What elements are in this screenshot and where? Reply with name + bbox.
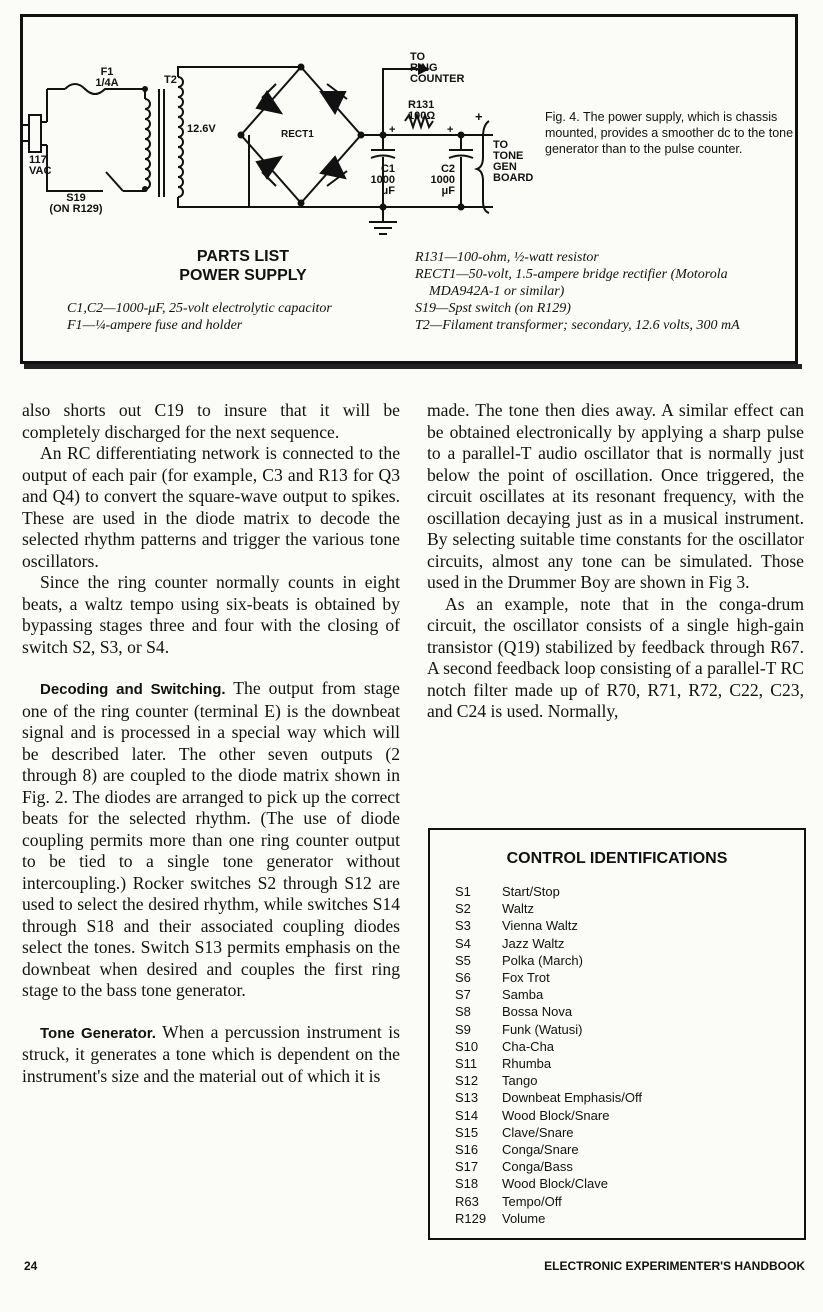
- control-code: S3: [455, 918, 471, 934]
- control-row: [455, 1175, 642, 1192]
- section-heading-tone-generator: Tone Generator.: [40, 1024, 156, 1042]
- label-secondary-voltage: 12.6V: [187, 123, 216, 135]
- control-row: [455, 900, 642, 917]
- control-code: S13: [455, 1090, 479, 1106]
- control-name: Tempo/Off: [502, 1193, 562, 1209]
- figure-box-shadow: [24, 364, 802, 369]
- control-name: Fox Trot: [502, 970, 550, 986]
- control-row: [455, 1038, 642, 1055]
- control-row: [455, 1193, 642, 1210]
- control-name: Downbeat Emphasis/Off: [502, 1090, 642, 1106]
- label-c2: C2 1000 μF: [430, 163, 455, 197]
- page-number: 24: [24, 1259, 38, 1273]
- control-row: [455, 1089, 642, 1106]
- control-name: Wood Block/Clave: [502, 1176, 608, 1192]
- control-name: Conga/Bass: [502, 1159, 573, 1175]
- control-list: [455, 883, 642, 1227]
- paragraph: As an example, note that in the conga-drum circuit, the oscillator consists of a single high-gain transistor (Q19) stabilized by feedback through R67. A second feedback loop consisting of a parallel-T RC notch filter made up of R70, R71, R72, C22, C23, and C24 is used. Normally,: [427, 593, 804, 721]
- paragraph: Since the ring counter normally counts in eight beats, a waltz tempo using six-beats is obtained by bypassing stages three and four with the closing of switch S2, S3, or S4.: [22, 572, 400, 657]
- control-name: Start/Stop: [502, 884, 560, 899]
- control-row: [455, 952, 642, 969]
- control-row: [455, 1210, 642, 1227]
- control-row: [455, 883, 642, 900]
- control-code: S6: [455, 970, 471, 986]
- control-code: S9: [455, 1021, 471, 1037]
- control-name: Clave/Snare: [502, 1124, 574, 1140]
- parts-list-left: [67, 300, 367, 334]
- control-name: Jazz Waltz: [502, 935, 565, 951]
- parts-list-item: S19—Spst switch (on R129): [415, 301, 571, 316]
- control-row: [455, 1003, 642, 1020]
- figure-box: [20, 14, 798, 364]
- control-row: [455, 917, 642, 934]
- control-row: [455, 935, 642, 952]
- control-row: [455, 1055, 642, 1072]
- label-rect1: RECT1: [281, 129, 314, 140]
- control-identifications-title: CONTROL IDENTIFICATIONS: [506, 850, 728, 867]
- control-row: [455, 1158, 642, 1175]
- control-row: [455, 1124, 642, 1141]
- label-r131: R131 100Ω: [408, 99, 436, 122]
- control-code: S12: [455, 1073, 479, 1089]
- publication-name: ELECTRONIC EXPERIMENTER'S HANDBOOK: [544, 1259, 805, 1273]
- control-name: Bossa Nova: [502, 1004, 573, 1020]
- control-code: S4: [455, 935, 471, 951]
- control-code: S15: [455, 1124, 479, 1140]
- control-row: [455, 1141, 642, 1158]
- control-name: Waltz: [502, 901, 535, 917]
- control-name: Conga/Snare: [502, 1142, 579, 1158]
- control-identifications-box: [428, 828, 806, 1240]
- label-plus: +: [475, 109, 483, 124]
- control-name: Rhumba: [502, 1056, 552, 1072]
- control-row: [455, 969, 642, 986]
- control-code: S1: [455, 884, 471, 899]
- figure-caption: Fig. 4. The power supply, which is chassis mounted, provides a smoother dc to the tone generator than to the pulse counter.: [545, 110, 794, 156]
- paragraph: made. The tone then dies away. A similar effect can be obtained electronically by applying a sharp pulse to a parallel-T audio oscillator that is normally just below the point of oscillation. Once triggered, the circuit oscillates at its resonant frequency, with the oscillation decaying just as in a musical instrument. By selecting suitable time constants for the oscillator circuits, almost any tone can be simulated. Those used in the Drummer Boy are shown in Fig 3.: [427, 400, 804, 592]
- parts-list-right: [415, 249, 775, 334]
- control-code: R129: [455, 1210, 487, 1226]
- control-name: Funk (Watusi): [502, 1021, 583, 1037]
- control-code: S8: [455, 1004, 471, 1020]
- control-code: S7: [455, 987, 471, 1003]
- section-heading-decoding: Decoding and Switching.: [40, 681, 226, 698]
- control-code: S5: [455, 952, 471, 968]
- article-column-right: [427, 400, 804, 723]
- control-code: R63: [455, 1193, 479, 1209]
- control-row: [455, 986, 642, 1003]
- control-code: S18: [455, 1176, 479, 1192]
- control-code: S16: [455, 1142, 479, 1158]
- parts-list-item: F1—¼-ampere fuse and holder: [67, 318, 243, 333]
- control-name: Volume: [502, 1210, 546, 1226]
- label-t2: T2: [164, 74, 177, 86]
- label-vac: 117 VAC: [29, 154, 52, 177]
- control-row: [455, 1107, 642, 1124]
- paragraph: An RC differentiating network is connected to the output of each pair (for example, C3 and R13 for Q3 and Q4) to convert the square-wave output to spikes. These are used in the diode matrix to decode the selected rhythm patterns and trigger the various tone oscillators.: [22, 443, 400, 571]
- paragraph: Tone Generator. When a percussion instrument is struck, it generates a tone which is dependent on the instrument's size and the material out of which it is: [22, 1021, 400, 1086]
- paragraph: also shorts out C19 to insure that it will be completely discharged for the next sequence.: [22, 400, 400, 442]
- control-name: Polka (March): [502, 952, 583, 968]
- parts-list-item: R131—100-ohm, ½-watt resistor: [415, 250, 599, 265]
- label-to-ring-counter: TO RING COUNTER: [410, 51, 465, 85]
- control-name: Cha-Cha: [502, 1038, 555, 1054]
- label-c1: C1 1000 μF: [370, 163, 395, 197]
- control-row: [455, 1021, 642, 1038]
- control-row: [455, 1072, 642, 1089]
- control-code: S2: [455, 901, 471, 917]
- paragraph: Decoding and Switching. The output from stage one of the ring counter (terminal E) is the downbeat signal and is processed in a special way which will be described later. The other seven outputs (2 through 8) are coupled to the diode matrix shown in Fig. 2. The diodes are arranged to pick up the correct beats for the selected rhythm. (The use of diode coupling permits more than one ring counter output to be tied to a single tone generator without intercoupling.) Rocker switches S2 through S12 are used to select the desired rhythm, while switches S14 through S18 and their associated coupling diodes select the tones. Switch S13 permits emphasis on the downbeat when desired and couples the first ring stage to the bass tone generator.: [22, 678, 400, 1000]
- control-code: S17: [455, 1159, 479, 1175]
- label-c2-plus: +: [447, 124, 454, 136]
- parts-list-title: PARTS LIST POWER SUPPLY: [179, 248, 307, 284]
- parts-list-item: T2—Filament transformer; secondary, 12.6 volts, 300 mA: [415, 318, 740, 333]
- article-column-left: [22, 400, 400, 1087]
- label-switch-s19: S19 (ON R129): [49, 192, 103, 215]
- control-name: Vienna Waltz: [502, 918, 578, 934]
- control-code: S10: [455, 1038, 479, 1054]
- label-c1-plus: +: [389, 124, 396, 136]
- control-name: Samba: [502, 987, 544, 1003]
- label-to-tone-gen-board: TO TONE GEN BOARD: [493, 139, 534, 184]
- parts-list-item: C1,C2—1000-μF, 25-volt electrolytic capacitor: [67, 301, 332, 316]
- control-name: Wood Block/Snare: [502, 1107, 610, 1123]
- parts-list-item: RECT1—50-volt, 1.5-ampere bridge rectifier (Motorola MDA942A-1 or similar): [415, 267, 728, 299]
- control-code: S11: [455, 1056, 478, 1072]
- label-fuse: F1 1/4A: [95, 66, 119, 89]
- control-code: S14: [455, 1107, 479, 1123]
- control-name: Tango: [502, 1073, 538, 1089]
